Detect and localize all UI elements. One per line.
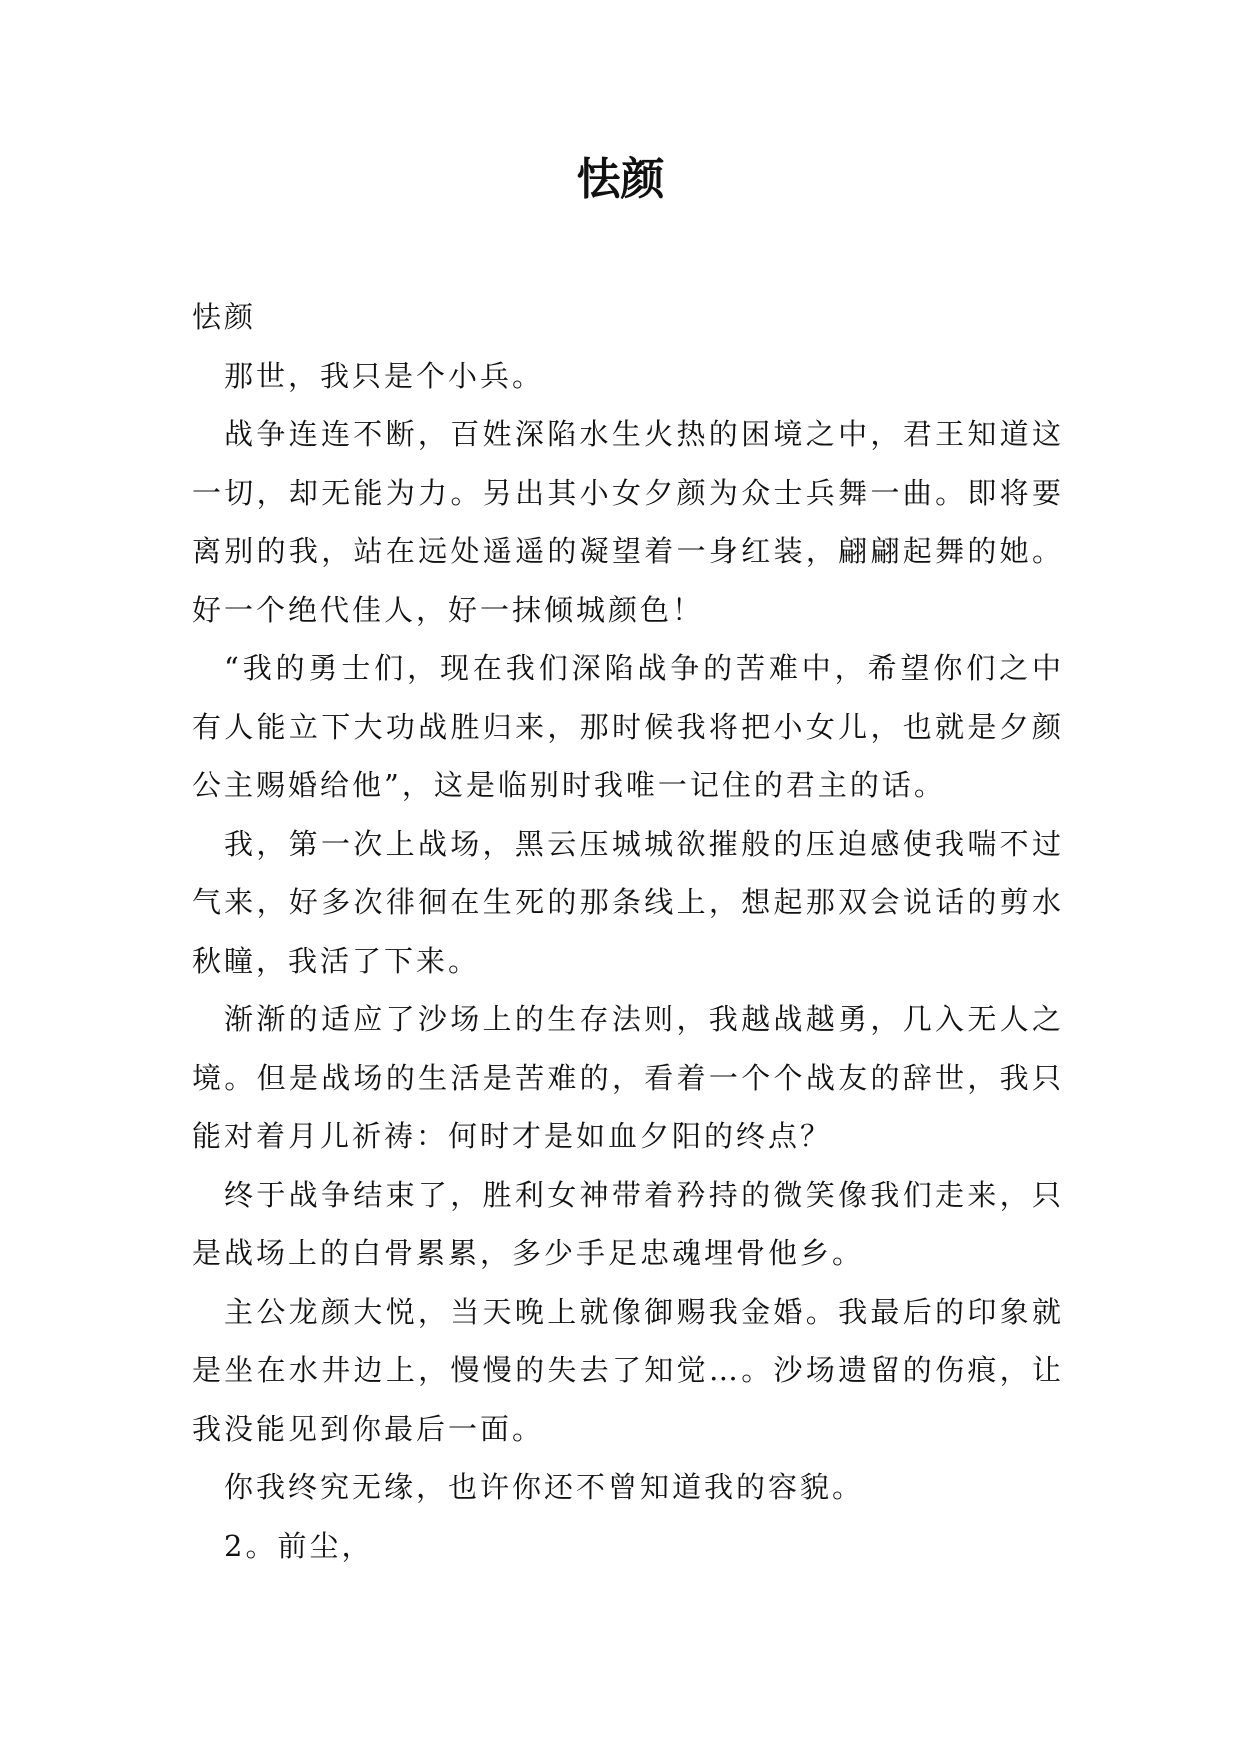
paragraph: 渐渐的适应了沙场上的生存法则，我越战越勇，几入无人之境。但是战场的生活是苦难的，看着一个个战友的辞世，我只能对着月儿祈祷：何时才是如血夕阳的终点？ (192, 1002, 1064, 1153)
paragraph: 终于战争结束了，胜利女神带着矜持的微笑像我们走来，只是战场上的白骨累累，多少手足忠魂埋骨他乡。 (192, 1177, 1064, 1270)
paragraph: 战争连连不断，百姓深陷水生火热的困境之中，君王知道这一切，却无能为力。另出其小女夕颜为众士兵舞一曲。即将要离别的我，站在远处遥遥的凝望着一身红装，翩翩起舞的她。好一个绝代佳人，好一抹倾城颜色！ (192, 417, 1064, 627)
paragraph: 你我终究无缘，也许你还不曾知道我的容貌。 (224, 1470, 865, 1504)
paragraph: “我的勇士们，现在我们深陷战争的苦难中，希望你们之中有人能立下大功战胜归来，那时候我将把小女儿，也就是夕颜公主赐婚给他”，这是临别时我唯一记住的君主的话。 (192, 651, 1064, 802)
document-body (192, 288, 1064, 1575)
subtitle-paragraph: 怯颜 (192, 300, 257, 334)
paragraph: 我，第一次上战场，黑云压城城欲摧般的压迫感使我喘不过气来，好多次徘徊在生死的那条线上，想起那双会说话的剪水秋瞳，我活了下来。 (192, 826, 1064, 978)
paragraph: 2。前尘， (224, 1528, 374, 1563)
paragraph: 那世，我只是个小兵。 (224, 358, 545, 393)
page-title: 怯颜 (576, 154, 665, 205)
paragraph: 主公龙颜大悦，当天晚上就像御赐我金婚。我最后的印象就是坐在水井边上，慢慢的失去了知觉…。沙场遗留的伤痕，让我没能见到你最后一面。 (192, 1294, 1064, 1446)
